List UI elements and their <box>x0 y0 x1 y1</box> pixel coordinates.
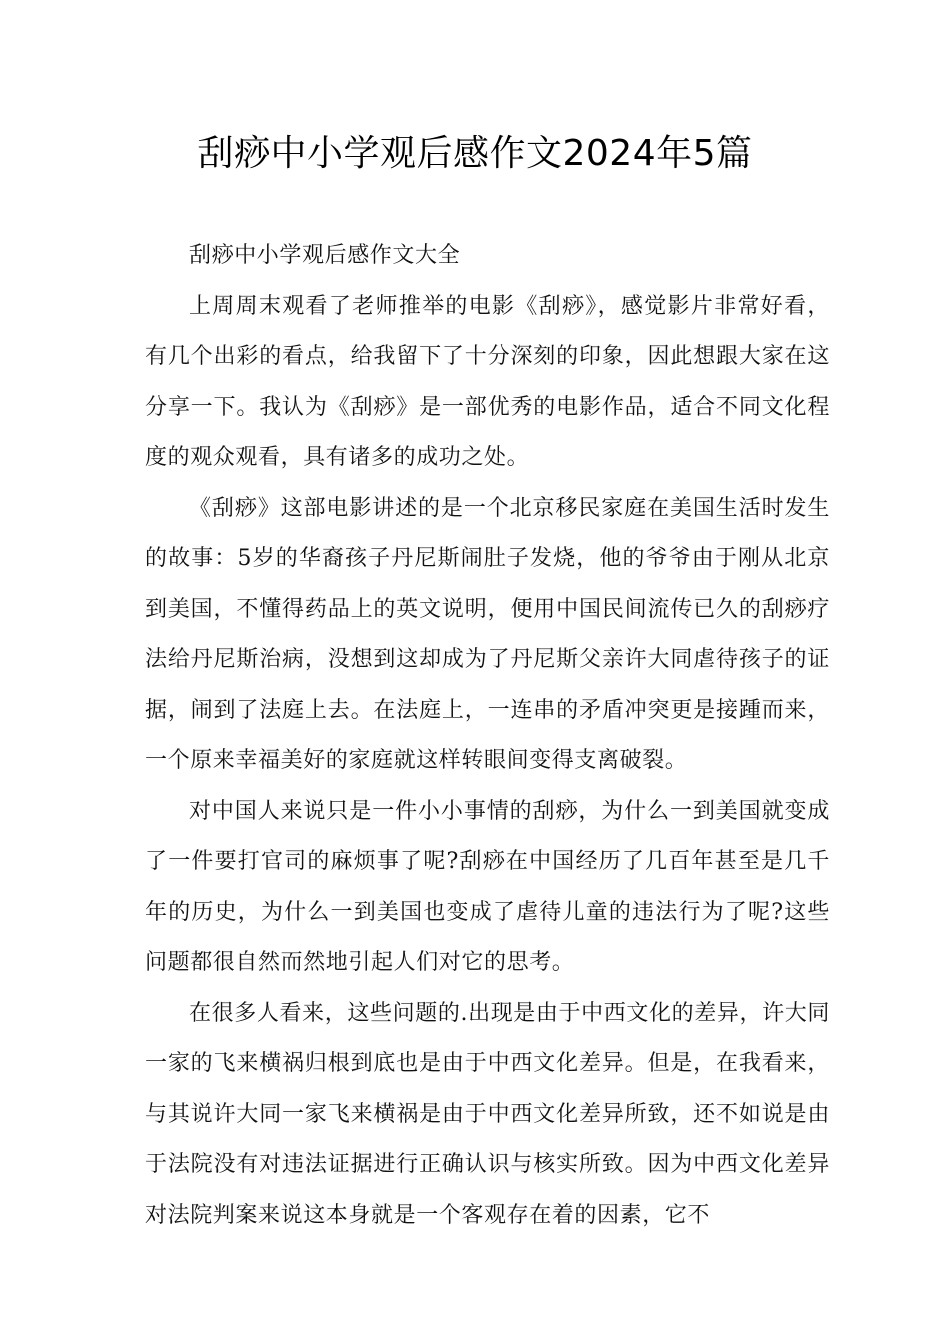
paragraph-subtitle: 刮痧中小学观后感作文大全 <box>189 243 461 268</box>
document-title: 刮痧中小学观后感作文2024年5篇 <box>197 133 753 174</box>
document-body <box>145 231 830 1241</box>
paragraph: 上周周末观看了老师推举的电影《刮痧》，感觉影片非常好看，有几个出彩的看点，给我留下了十分深刻的印象，因此想跟大家在这分享一下。我认为《刮痧》是一部优秀的电影作品，适合不同文化程度的观众观看，具有诸多的成功之处。 <box>145 293 830 470</box>
paragraph: 《刮痧》这部电影讲述的是一个北京移民家庭在美国生活时发生的故事：5岁的华裔孩子丹尼斯闹肚子发烧，他的爷爷由于刚从北京到美国，不懂得药品上的英文说明，便用中国民间流传已久的刮痧疗法给丹尼斯治病，没想到这却成为了丹尼斯父亲许大同虐待孩子的证据，闹到了法庭上去。在法庭上，一连串的矛盾冲突更是接踵而来，一个原来幸福美好的家庭就这样转眼间变得支离破裂。 <box>145 495 830 773</box>
paragraph: 在很多人看来，这些问题的.出现是由于中西文化的差异，许大同一家的飞来横祸归根到底也是由于中西文化差异。但是，在我看来，与其说许大同一家飞来横祸是由于中西文化差异所致，还不如说是由于法院没有对违法证据进行正确认识与核实所致。因为中西文化差异对法院判案来说这本身就是一个客观存在着的因素，它不 <box>145 1000 830 1228</box>
paragraph: 对中国人来说只是一件小小事情的刮痧，为什么一到美国就变成了一件要打官司的麻烦事了呢?刮痧在中国经历了几百年甚至是几千年的历史，为什么一到美国也变成了虐待儿童的违法行为了呢?这些问题都很自然而然地引起人们对它的思考。 <box>145 798 830 975</box>
